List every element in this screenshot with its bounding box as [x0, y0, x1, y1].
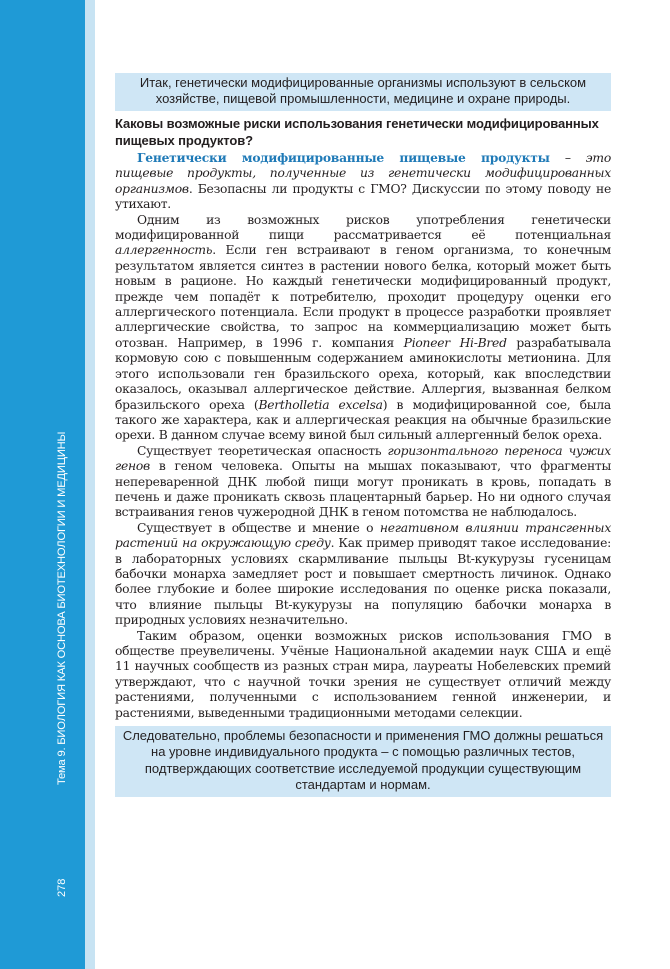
summary-box-bottom: Следовательно, проблемы безопасности и применения ГМО должны решаться на уровне индивидуального продукта – с помощью различных тестов, подтверждающих соответствие исследуемой продукции существующим стандартам и нормам. [115, 726, 611, 797]
text-segment: разрабатывала кормовую сою с повышенным содержанием аминокислоты метионина. Для этого использовали ген бразильского ореха, который, как впоследствии оказалось, оказывал аллергическое действие. Аллергия, вызванная белком бразильского ореха ( [115, 335, 611, 412]
text-segment: Одним из возможных рисков употребления генетически модифицированной пищи рассматривается её потенциальная [115, 212, 611, 243]
text-segment: ) в модифицированной сое, была такого же характера, как и аллергическая реакция на обычные бразильские орехи. В данном случае всему виной был сильный аллергенный белок ореха. [115, 397, 611, 443]
paragraph-conclusion: Таким образом, оценки возможных рисков использования ГМО в обществе преувеличены. Учёные Национальной академии наук США и ещё 11 научных сообществ из разных стран мира, лауреаты Нобелевских премий утверждают, что с научной точки зрения не существует отличий между растениями, полученными с использованием генной инженерии, и растениями, выведенными традиционными методами селекции. [115, 628, 611, 720]
paragraph-definition-text: . Безопасны ли продукты с ГМО? Дискуссии по этому поводу не утихают. [115, 181, 611, 212]
sidebar-band [0, 0, 85, 969]
page-number: 278 [56, 878, 68, 897]
paragraph-gene-transfer [115, 444, 611, 521]
text-segment: Существует в обществе и мнение о [137, 520, 380, 535]
text-segment: . Как пример приводят такое исследование: в лабораторных условиях скармливание пыльцы Bt-кукурузы гусеницам бабочки монарха замедляет рост и повышает смертность личинок. Однако более глубокие и более широкие исследования по оценке риска показали, что влияние пыльцы Bt-кукурузы на популяцию бабочки монарха в природных условиях незначительно. [115, 536, 611, 628]
paragraph-definition [115, 150, 611, 213]
summary-box-top: Итак, генетически модифицированные организмы используют в сельском хозяйстве, пищевой промышленности, медицине и охране природы. [115, 73, 611, 111]
company-name: Pioneer Hi-Bred [403, 335, 507, 350]
page-content [115, 73, 611, 797]
paragraph-allergenicity [115, 213, 611, 444]
dash-separator: – [549, 151, 586, 165]
text-segment: в геном человека. Опыты на мышах показывают, что фрагменты непереваренной ДНК любой пищи могут проникать в кровь, попадать в печень и даже проникать сквозь плацентарный барьер. Но ни одного случая встраивания генов чужеродной ДНК в геном потомства не наблюдалось. [115, 459, 611, 520]
text-segment: Существует теоретическая опасность [137, 443, 388, 458]
section-heading: Каковы возможные риски использования генетически модифицированных пищевых продуктов? [115, 116, 599, 148]
paragraph-environment [115, 521, 611, 629]
term-definition: это пищевые продукты, полученные из генетически модифицированных организмов [115, 151, 611, 196]
text-segment: . Если ген встраивают в геном организма, то конечным результатом является синтез в растении нового белка, который может быть новым в рационе. Но каждый генетически модифицированный продукт, прежде чем попадёт к потребителю, проходит процедуру оценки его аллергического потенциала. Если продукт в процессе разработки проявляет аллергические свойства, то запрос на коммерциализацию может быть отозван. Например, в 1996 г. компания [115, 243, 611, 350]
sidebar-strip [85, 0, 95, 969]
term-gm-food: Генетически модифицированные пищевые продукты [137, 150, 550, 165]
term-environment-impact: негативном влиянии трансгенных растений на окружающую среду [115, 520, 612, 551]
term-gene-transfer: горизонтального переноса чужих генов [115, 443, 611, 474]
term-allergenicity: аллергенность [115, 243, 213, 258]
species-name: Bertholletia excelsa [258, 397, 383, 412]
chapter-title: Тема 9. БИОЛОГИЯ КАК ОСНОВА БИОТЕХНОЛОГИИ И МЕДИЦИНЫ [56, 431, 68, 785]
